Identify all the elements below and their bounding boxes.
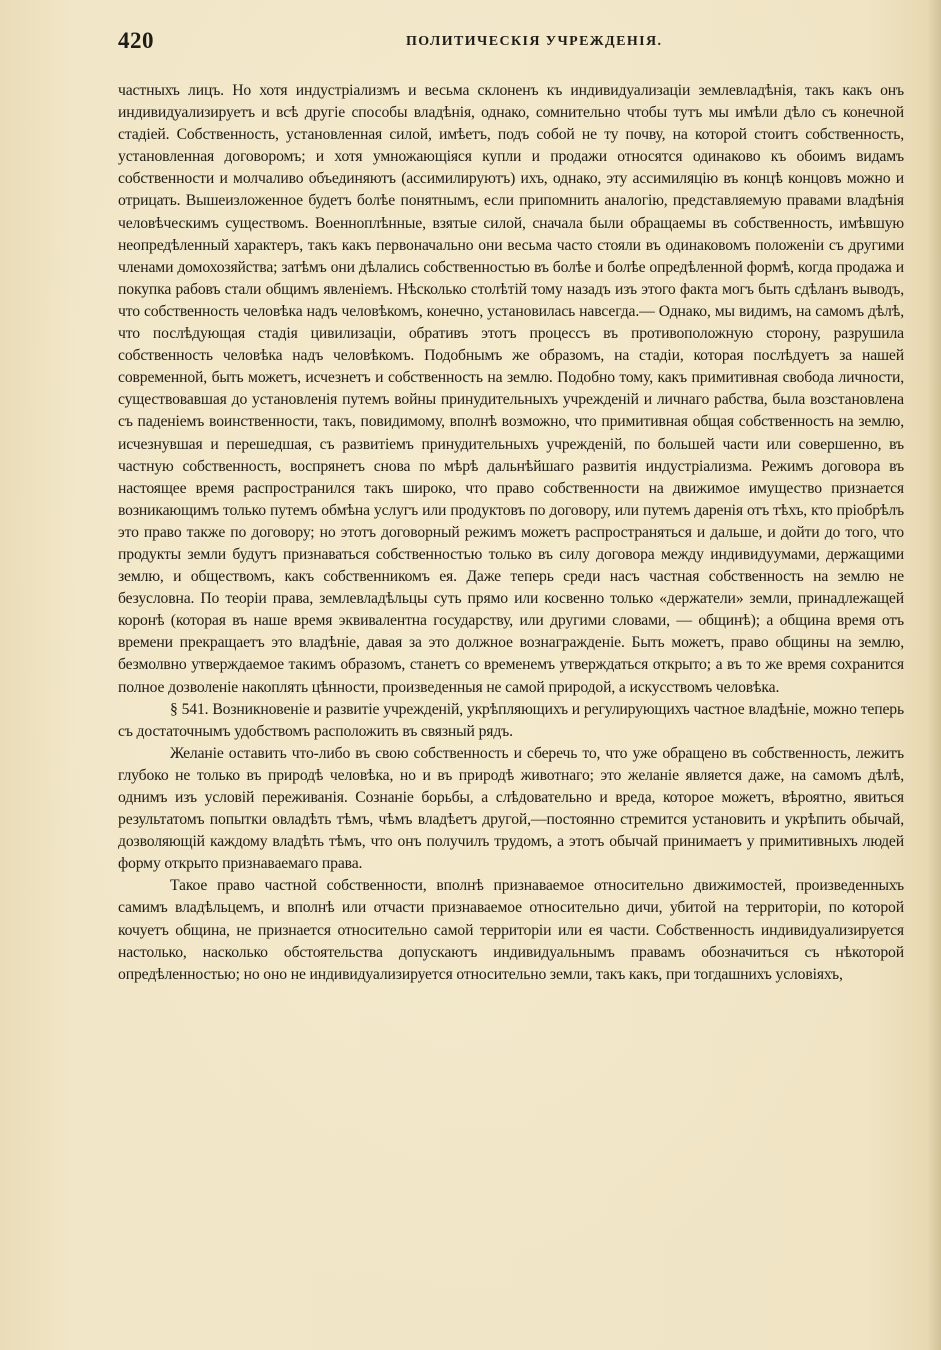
paragraph-section-541: § 541. Возникновеніе и развитіе учрежденій, укрѣпляющихъ и регулирующихъ частное владѣніе, можно теперь съ достаточнымъ удобствомъ расположить въ связный рядъ. [118,700,904,740]
paragraph-4: Такое право частной собственности, вполнѣ признаваемое относительно движимостей, произведенныхъ самимъ владѣльцемъ, и вполнѣ или отчасти признаваемое относительно дичи, убитой на территоріи, по которой кочуетъ община, не признается относительно самой территоріи или ея части. Собственность индивидуализируется настолько, насколько обстоятельства допускаютъ индивидуальнымъ правамъ обозначиться съ нѣкоторой опредѣленностью; но оно не индивидуализируется относительно земли, такъ какъ, при тогдашнихъ условіяхъ, [118,877,904,983]
page-edge-shadow [927,0,941,1350]
paragraph-1: частныхъ лицъ. Но хотя индустріализмъ и весьма склоненъ къ индивидуализаціи землевладѣнія, такъ какъ онъ индивидуализируетъ и всѣ другіе способы владѣнія, однако, сомнительно чтобы тутъ мы имѣли дѣло съ конечной стадіей. Собственность, установленная силой, имѣетъ, подъ собой не ту почву, на которой стоитъ собственность, установленная договоромъ; и хотя умножающіяся купли и продажи относятся одинаково къ обоимъ видамъ собственности и молчаливо объединяютъ (ассимилируютъ) ихъ, однако, эту ассимиляцію въ концѣ концовъ можно и отрицать. Вышеизложенное будетъ болѣе понятнымъ, если припомнить аналогію, представляемую правами владѣнія человѣческимъ существомъ. Военноплѣнные, взятые силой, сначала были обращаемы въ собственность, имѣвшую неопредѣленный характеръ, такъ какъ первоначально они весьма часто стояли въ одинаковомъ положеніи съ другими членами домохозяйства; затѣмъ они дѣлались собственностью въ болѣе и болѣе опредѣленной формѣ, когда продажа и покупка рабовъ стали общимъ явленіемъ. Нѣсколько столѣтій тому назадъ изъ этого факта могъ быть сдѣланъ выводъ, что собственность человѣка надъ человѣкомъ, конечно, установилась навсегда.— Однако, мы видимъ, на самомъ дѣлѣ, что послѣдующая стадія цивилизаціи, обративъ этотъ процессъ въ противоположную сторону, разрушила собственность человѣка надъ человѣкомъ. Подобнымъ же образомъ, на стадіи, которая послѣдуетъ за нашей современной, быть можетъ, исчезнетъ и собственность на землю. Подобно тому, какъ примитивная свобода личности, существовавшая до установленія путемъ войны принудительныхъ учрежденій и личнаго рабства, была возстановлена съ паденіемъ воинственности, такъ, повидимому, вполнѣ возможно, что примитивная общая собственность на землю, исчезнувшая и перешедшая, съ развитіемъ принудительныхъ учрежденій, по большей части или совершенно, въ частную собственность, воспрянетъ снова по мѣрѣ дальнѣйшаго развитія индустріализма. Режимъ договора въ настоящее время распространился такъ широко, что право собственности на движимое имущество признается возникающимъ только путемъ обмѣна услугъ или продуктовъ по договору, или путемъ даренія отъ тѣхъ, кто пріобрѣлъ это право также по договору; но этотъ договорный режимъ можетъ распространяться и дальше, и дойти до того, что продукты земли будутъ признаваться собственностью только въ силу договора между индивидуумами, держащими землю, и обществомъ, какъ собственникомъ ея. Даже теперь среди насъ частная собственность на землю не безусловна. По теоріи права, землевладѣльцы суть прямо или косвенно только «держатели» земли, принадлежащей коронѣ (которая въ наше время эквивалентна государству, или другими словами, — общинѣ); а община время отъ времени прекращаетъ это владѣніе, давая за это должное вознагражденіе. Быть можетъ, право общины на землю, безмолвно утверждаемое такимъ образомъ, станетъ со временемъ утверждаться открыто; а въ то же время сохранится полное дозволеніе накоплять цѣнности, произведенныя не самой природой, а искусствомъ человѣка. [118,82,904,696]
running-title: ПОЛИТИЧЕСКІЯ УЧРЕЖДЕНІЯ. [406,34,663,49]
body-text [118,80,904,986]
page-number: 420 [118,28,154,53]
paragraph-3: Желаніе оставить что-либо въ свою собственность и сберечь то, что уже обращено въ собственность, лежитъ глубоко не только въ природѣ человѣка, но и въ природѣ животнаго; это желаніе является даже, на самомъ дѣлѣ, однимъ изъ условій переживанія. Сознаніе борьбы, а слѣдовательно и вреда, которое можетъ, вѣроятно, явиться результатомъ попытки овладѣть тѣмъ, чѣмъ владѣетъ другой,—постоянно стремится установить и укрѣпить обычай, дозволяющій каждому владѣть тѣмъ, что онъ получилъ трудомъ, а этотъ обычай принимаетъ у примитивныхъ людей форму открыто признаваемаго права. [118,744,904,873]
page-header [118,28,878,62]
